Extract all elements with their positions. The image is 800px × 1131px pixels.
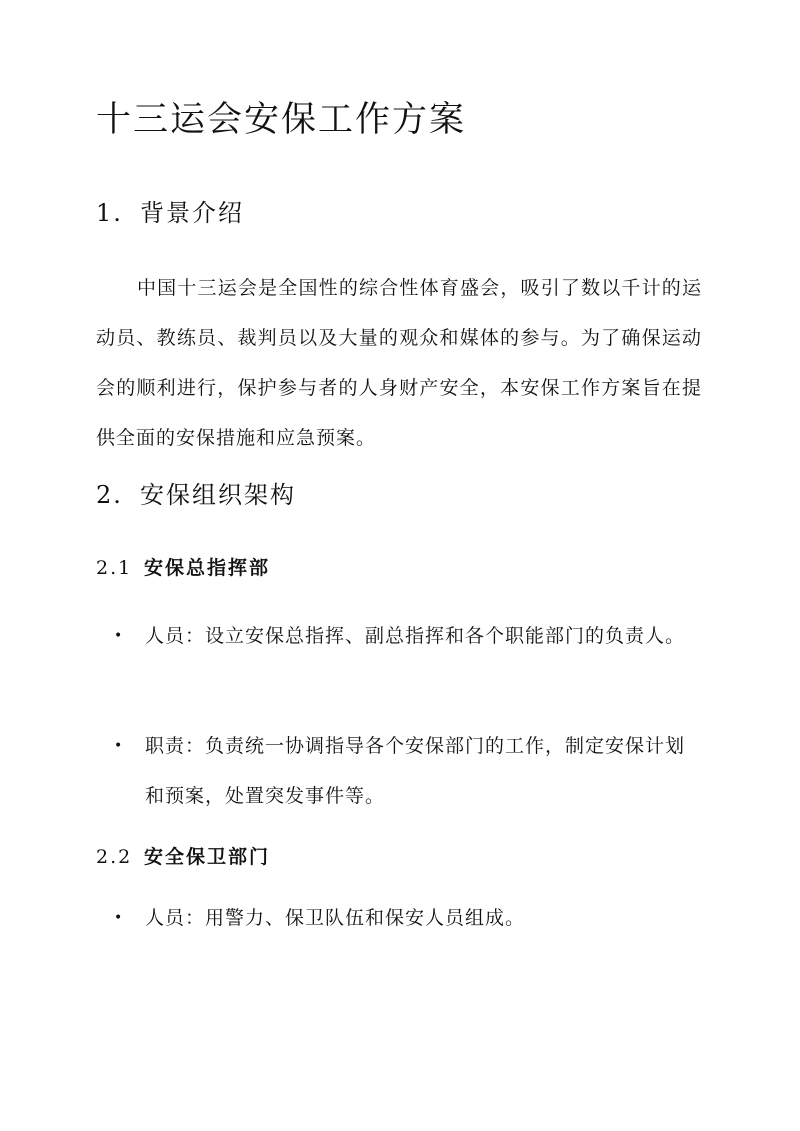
list-item-text: 人员：用警力、保卫队伍和保安人员组成。 bbox=[145, 907, 526, 929]
list-item bbox=[114, 611, 704, 661]
subsection-number: 2.2 bbox=[96, 846, 133, 868]
section-number: 1. bbox=[96, 199, 123, 227]
list-item-text: 人员：设立安保总指挥、副总指挥和各个职能部门的负责人。 bbox=[145, 625, 686, 647]
subsection-title: 安全保卫部门 bbox=[144, 846, 271, 868]
list-item bbox=[114, 721, 704, 821]
bullet-icon: • bbox=[114, 738, 124, 754]
section-heading-organization bbox=[96, 478, 296, 512]
background-paragraph: 中国十三运会是全国性的综合性体育盛会，吸引了数以千计的运动员、教练员、裁判员以及大量的观众和媒体的参与。为了确保运动会的顺利进行，保护参与者的人身财产安全，本安保工作方案旨在提供全面的安保措施和应急预案。 bbox=[96, 277, 702, 449]
list-item bbox=[114, 893, 704, 943]
subsection-heading-command bbox=[96, 554, 270, 582]
bullet-icon: • bbox=[114, 910, 124, 926]
subsection-number: 2.1 bbox=[96, 557, 133, 579]
section-heading-background bbox=[96, 196, 244, 230]
document-title: 十三运会安保工作方案 bbox=[96, 100, 467, 140]
section-number: 2. bbox=[96, 481, 123, 509]
list-item-text: 职责：负责统一协调指导各个安保部门的工作，制定安保计划和预案，处置突发事件等。 bbox=[145, 735, 686, 807]
section-title: 安保组织架构 bbox=[140, 481, 296, 509]
bullet-icon: • bbox=[114, 628, 124, 644]
section-title: 背景介绍 bbox=[140, 199, 244, 227]
subsection-heading-security bbox=[96, 843, 270, 871]
subsection-title: 安保总指挥部 bbox=[144, 557, 271, 579]
